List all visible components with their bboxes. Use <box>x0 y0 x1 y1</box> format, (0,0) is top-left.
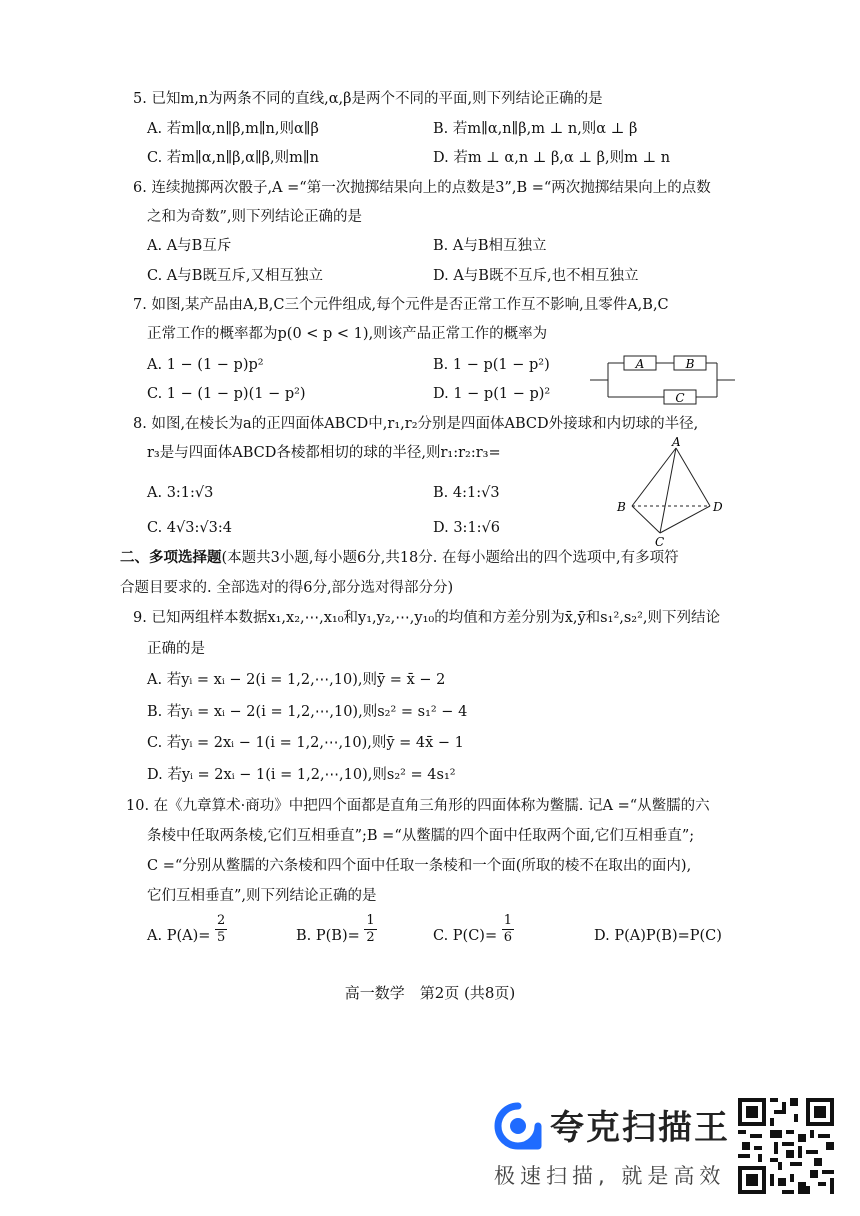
q10-b-numerator: 1 <box>366 912 375 928</box>
q10-option-b-label: B. P(B)= <box>296 928 360 944</box>
q8-option-b: B. 4:1:√3 <box>433 485 500 501</box>
q10-c-numerator: 1 <box>503 912 513 928</box>
circuit-label-b: B <box>685 357 695 371</box>
circuit-label-c: C <box>675 391 685 405</box>
q8-option-a: A. 3:1:√3 <box>147 485 214 501</box>
q6-option-b: B. A与B相互独立 <box>433 238 547 254</box>
q10-a-numerator: 2 <box>217 912 226 928</box>
q10-stem-line4: 它们互相垂直”,则下列结论正确的是 <box>147 888 377 904</box>
q10-c-denominator: 6 <box>503 929 513 945</box>
section2-line1 <box>120 548 679 568</box>
q10-option-d: D. P(A)P(B)=P(C) <box>594 928 722 944</box>
q9-stem-line2: 正确的是 <box>147 641 205 657</box>
q5-option-d: D. 若m ⊥ α,n ⊥ β,α ⊥ β,则m ⊥ n <box>433 150 671 166</box>
q7-stem-line1: 7. 如图,某产品由A,B,C三个元件组成,每个元件是否正常工作互不影响,且零件A,B,C <box>133 297 669 313</box>
q7-option-b: B. 1 − p(1 − p²) <box>433 357 550 373</box>
q9-option-d: D. 若yᵢ = 2xᵢ − 1(i = 1,2,⋯,10),则s₂² = 4s₁² <box>147 767 456 783</box>
section2-desc2: 合题目要求的. 全部选对的得6分,部分选对得部分分) <box>120 580 454 596</box>
q8-stem-line1: 8. 如图,在棱长为a的正四面体ABCD中,r₁,r₂分别是四面体ABCD外接球和内切球的半径, <box>133 416 699 432</box>
q5-option-c: C. 若m∥α,n∥β,α∥β,则m∥n <box>147 150 319 166</box>
q10-option-b-fraction <box>364 913 376 946</box>
q10-a-denominator: 5 <box>217 929 226 945</box>
q6-option-a: A. A与B互斥 <box>147 238 232 254</box>
tetrahedron-diagram <box>612 436 732 548</box>
q10-b-denominator: 2 <box>366 929 375 945</box>
circuit-label-a: A <box>635 357 645 371</box>
q10-option-a-fraction <box>215 913 227 946</box>
q10-option-a <box>147 912 227 946</box>
q6-option-c: C. A与B既互斥,又相互独立 <box>147 268 324 284</box>
q10-stem-line1: 10. 在《九章算术·商功》中把四个面都是直角三角形的四面体称为鳖臑. 记A =“从鳖臑的六 <box>126 798 710 814</box>
watermark-brand: 夸克扫描王 <box>550 1108 730 1148</box>
watermark-slogan: 极速扫描, 就是高效 <box>494 1164 726 1188</box>
q10-stem-line3: C =“分别从鳖臑的六条棱和四个面中任取一条棱和一个面(所取的棱不在取出的面内), <box>147 858 692 874</box>
q10-option-a-label: A. P(A)= <box>147 928 211 944</box>
tetra-label-b: B <box>617 500 626 514</box>
q9-stem-line1: 9. 已知两组样本数据x₁,x₂,⋯,x₁₀和y₁,y₂,⋯,y₁₀的均值和方差分别为x̄,ȳ和s₁²,s₂²,则下列结论 <box>133 610 721 626</box>
scanner-watermark <box>492 1100 732 1200</box>
q7-option-d: D. 1 − p(1 − p)² <box>433 386 551 402</box>
q7-option-a: A. 1 − (1 − p)p² <box>147 357 264 373</box>
q9-option-c: C. 若yᵢ = 2xᵢ − 1(i = 1,2,⋯,10),则ȳ = 4x̄ − 1 <box>147 735 464 751</box>
q6-stem-line1: 6. 连续抛掷两次骰子,A =“第一次抛掷结果向上的点数是3”,B =“两次抛掷结果向上的点数 <box>133 180 711 196</box>
q8-stem-line2: r₃是与四面体ABCD各棱都相切的球的半径,则r₁:r₂:r₃= <box>147 445 501 461</box>
section2-title: 二、多项选择题 <box>120 549 222 566</box>
q5-option-a: A. 若m∥α,n∥β,m∥n,则α∥β <box>147 121 319 137</box>
q9-option-b: B. 若yᵢ = xᵢ − 2(i = 1,2,⋯,10),则s₂² = s₁² − 4 <box>147 704 468 720</box>
q10-stem-line2: 条棱中任取两条棱,它们互相垂直”;B =“从鳖臑的四个面中任取两个面,它们互相垂直”; <box>147 828 695 844</box>
section2-desc1: (本题共3小题,每小题6分,共18分. 在每小题给出的四个选项中,有多项符 <box>221 550 679 566</box>
q7-stem-line2: 正常工作的概率都为p(0 < p < 1),则该产品正常工作的概率为 <box>147 326 548 342</box>
qr-code-icon <box>738 1098 834 1194</box>
tetra-label-a: A <box>672 436 681 449</box>
tetra-label-c: C <box>655 535 665 548</box>
q9-option-a: A. 若yᵢ = xᵢ − 2(i = 1,2,⋯,10),则ȳ = x̄ − 2 <box>147 672 446 688</box>
q6-stem-line2: 之和为奇数”,则下列结论正确的是 <box>147 209 363 225</box>
q5-option-b: B. 若m∥α,n∥β,m ⊥ n,则α ⊥ β <box>433 121 638 137</box>
quark-logo-icon <box>492 1100 544 1152</box>
q5-stem: 5. 已知m,n为两条不同的直线,α,β是两个不同的平面,则下列结论正确的是 <box>133 91 603 107</box>
q8-option-d: D. 3:1:√6 <box>433 520 501 536</box>
circuit-diagram <box>590 350 735 410</box>
q7-option-c: C. 1 − (1 − p)(1 − p²) <box>147 386 306 402</box>
page-footer: 高一数学 第2页 (共8页) <box>344 984 516 1002</box>
q10-option-c-label: C. P(C)= <box>433 928 498 944</box>
q6-option-d: D. A与B既不互斥,也不相互独立 <box>433 268 639 284</box>
tetra-label-d: D <box>713 500 723 514</box>
q10-option-c <box>433 912 514 946</box>
q10-option-b <box>296 912 377 946</box>
q10-option-c-fraction <box>502 913 514 946</box>
q8-option-c: C. 4√3:√3:4 <box>147 520 232 536</box>
